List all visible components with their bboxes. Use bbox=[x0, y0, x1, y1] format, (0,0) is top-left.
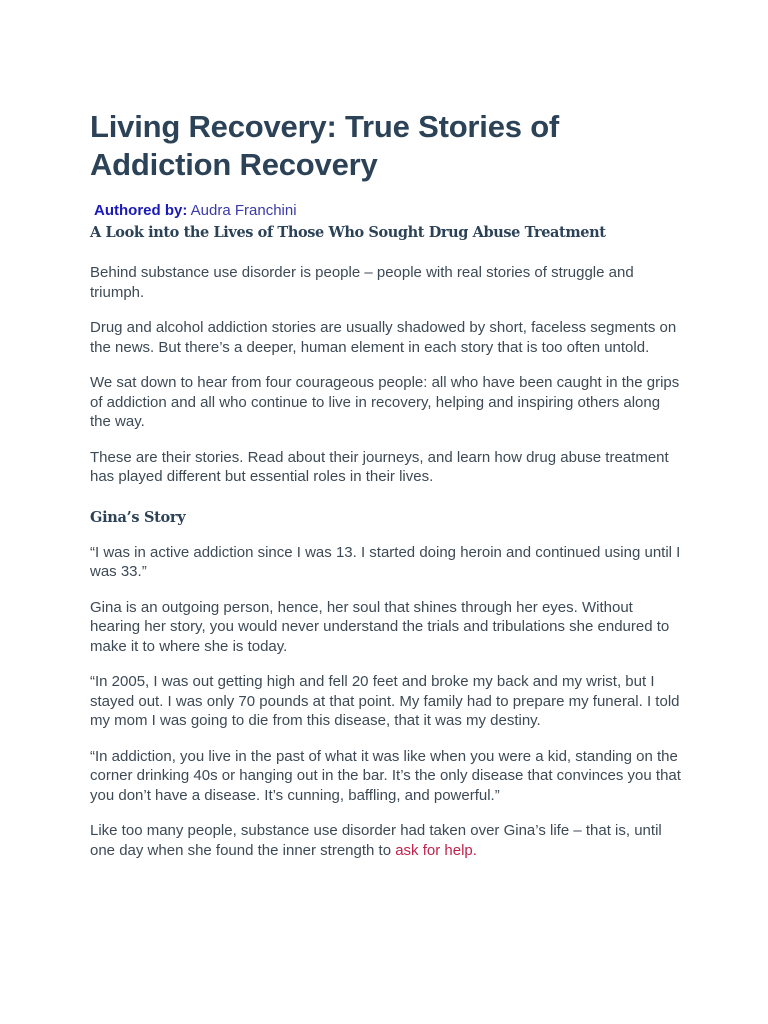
author-name: Audra Franchini bbox=[190, 202, 297, 219]
story-paragraph: “In 2005, I was out getting high and fell 20 feet and broke my back and my wrist, but I stayed out. I was only 70 pounds at that point. My family had to prepare my funeral. I told my mom I was going to die from this disease, that it was my destiny. bbox=[90, 673, 680, 729]
article-subtitle: A Look into the Lives of Those Who Sought Drug Abuse Treatment bbox=[90, 224, 606, 241]
byline-label: Authored by: bbox=[94, 202, 188, 219]
ask-for-help-link[interactable]: ask for help. bbox=[395, 841, 477, 859]
last-paragraph-text: Like too many people, substance use disorder had taken over Gina’s life – that is, until one day when she found the inner strength to bbox=[90, 822, 662, 859]
article-title: Living Recovery: True Stories of Addiction Recovery bbox=[90, 109, 560, 182]
article bbox=[90, 108, 682, 860]
byline bbox=[90, 202, 682, 220]
story-paragraph: “In addiction, you live in the past of what it was like when you were a kid, standing on the corner drinking 40s or hanging out in the bar. It’s the only disease that convinces you that you don’t have a disease. It’s cunning, baffling, and powerful.” bbox=[90, 747, 681, 804]
intro-paragraph: These are their stories. Read about their journeys, and learn how drug abuse treatment has played different but essential roles in their lives. bbox=[90, 448, 669, 485]
intro-paragraph: Behind substance use disorder is people – people with real stories of struggle and triumph. bbox=[90, 264, 634, 301]
story-paragraph-last bbox=[90, 821, 682, 860]
section-heading: Gina’s Story bbox=[90, 508, 186, 526]
intro-paragraph: We sat down to hear from four courageous people: all who have been caught in the grips of addiction and all who continue to live in recovery, helping and inspiring others along the way. bbox=[90, 374, 680, 430]
story-paragraph: Gina is an outgoing person, hence, her soul that shines through her eyes. Without hearing her story, you would never understand the trials and tribulations she endured to make it to where she is today. bbox=[90, 598, 670, 655]
intro-paragraph: Drug and alcohol addiction stories are usually shadowed by short, faceless segments on the news. But there’s a deeper, human element in each story that is too often untold. bbox=[90, 319, 677, 356]
story-paragraph: “I was in active addiction since I was 13. I started doing heroin and continued using until I was 33.” bbox=[90, 543, 681, 580]
